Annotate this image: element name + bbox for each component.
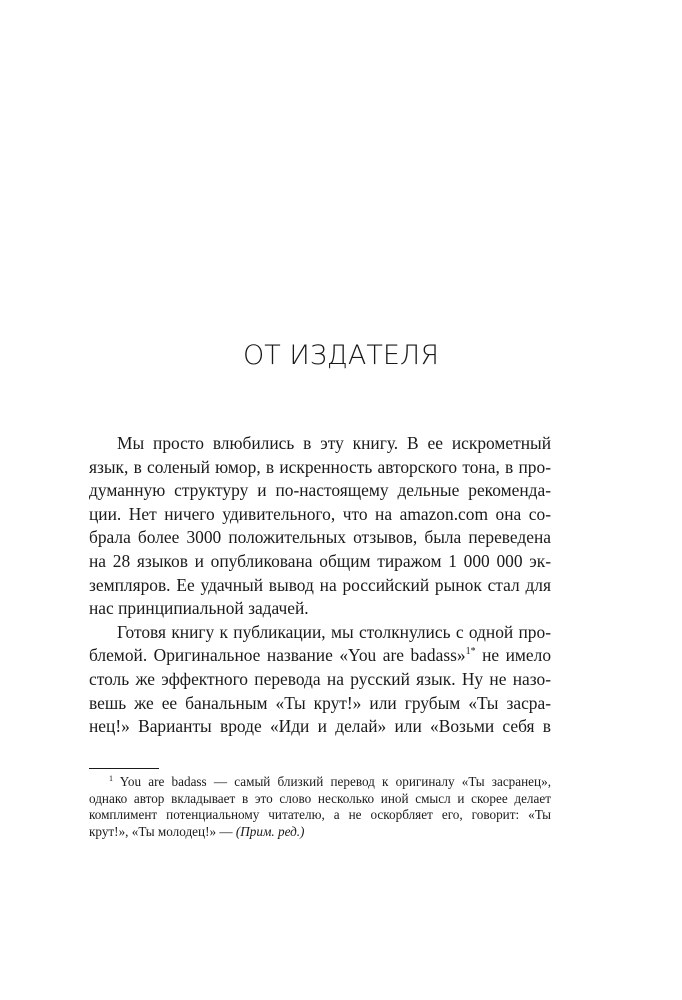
text-line: Готовя книгу к публикации, мы столкнулись с одной про-: [117, 621, 551, 642]
text-fragment: крут!», «Ты молодец!» —: [89, 823, 236, 839]
text-fragment: не имело: [475, 645, 552, 666]
text-line: думанную структуру и по-настоящему дельные рекоменда-: [89, 480, 551, 501]
text-line: [89, 644, 551, 668]
text-line: столь же эффектного перевода на русский язык. Ну не назо-: [89, 668, 551, 689]
footnote-marker: 1: [109, 774, 113, 783]
footnote-line: комплимент потенциальному читателю, а не оскорбляет его, говорит: «Ты: [89, 807, 551, 823]
text-line: земпляров. Ее удачный вывод на российский рынок стал для: [89, 574, 551, 595]
paragraph-1: [89, 432, 551, 621]
footnote-divider: [89, 768, 159, 769]
text-line: язык, в соленый юмор, в искренность авторского тона, в про-: [89, 456, 551, 477]
footnote: [89, 774, 551, 840]
footnote-reference[interactable]: 1*: [465, 646, 476, 658]
text-line: нас принципиальной задачей.: [89, 598, 309, 619]
footnote-line: [89, 774, 551, 791]
chapter-title: ОТ ИЗДАТЕЛЯ: [243, 340, 439, 371]
text-fragment: блемой. Оригинальное название «You are badass»: [89, 645, 466, 666]
text-line: вешь же ее банальным «Ты крут!» или грубым «Ты засра-: [89, 692, 551, 713]
footnote-line: [89, 824, 551, 841]
editor-note: (Прим. ред.): [235, 823, 305, 839]
text-line: ции. Нет ничего удивительного, что на amazon.com она со-: [89, 503, 551, 524]
text-line: брала более 3000 положительных отзывов, была переведена: [89, 527, 551, 548]
body-text: [89, 432, 551, 739]
paragraph-2: [89, 621, 551, 739]
text-line: на 28 языков и опубликована общим тиражом 1 000 000 эк-: [89, 550, 551, 571]
footnote-line: однако автор вкладывает в это слово несколько иной смысл и скорее делает: [89, 790, 551, 806]
text-line: Мы просто влюбились в эту книгу. В ее искрометный: [117, 433, 551, 453]
text-line: нец!» Варианты вроде «Иди и делай» или «Возьми себя в: [89, 716, 551, 737]
text-fragment: You are badass — самый близкий перевод к оригиналу «Ты засранец»,: [113, 774, 551, 789]
